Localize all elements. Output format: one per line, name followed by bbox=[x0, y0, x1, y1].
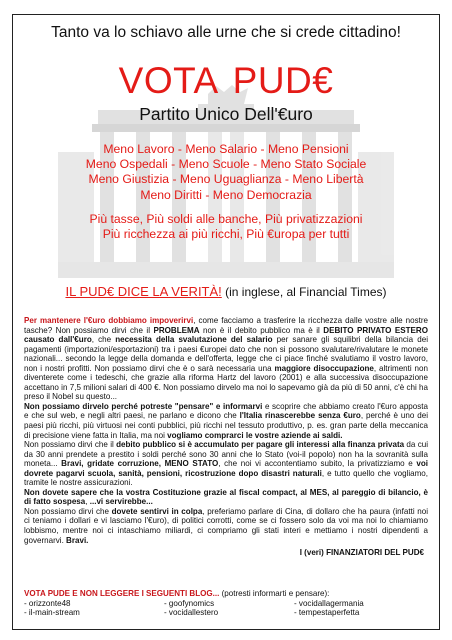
bold-run: ...vi servirebbe... bbox=[89, 497, 153, 507]
bold-run: necessita della svalutazione del salario bbox=[115, 335, 273, 345]
bold-run: causato dall'€uro bbox=[24, 335, 92, 345]
blog-list-header bbox=[24, 589, 434, 599]
text-run: , che bbox=[91, 335, 116, 345]
bold-run: voi dovrete pagarvi scuola, sanità, pensioni, ricostruzione dopo disastri naturali bbox=[24, 459, 428, 478]
bold-run: Bravi, gridate corruzione, MENO STATO bbox=[61, 459, 219, 469]
bold-run: maggiore disoccupazione bbox=[274, 363, 374, 373]
text-run: Non possiamo dirvi che bbox=[24, 506, 112, 516]
paragraph-lead: Per mantenere l'€uro dobbiamo impoverirvi bbox=[24, 316, 194, 325]
paragraph-5 bbox=[24, 507, 428, 545]
bold-run: l'Italia rinascerebbe senza €uro bbox=[239, 411, 361, 421]
main-title bbox=[0, 60, 452, 102]
text-run: da cui da 30 anni prendete a prestito i soldi perché sono 30 anni che lo Stato (voi-il popolo) non ha la sovranità sulla moneta... bbox=[24, 440, 428, 469]
blog-item[interactable]: - orizzonte48 bbox=[24, 598, 71, 608]
body-text bbox=[24, 316, 428, 558]
text-run: , altrimenti non diventerete come i tedeschi, che grazie alla riforma Hartz del lavoro (2001) e alla successiva disoccupazione accettano in 7,5 milioni salari di 400 €. Non possiamo dirvelo ma noi lo sapevamo già da più di 50 anni, c'è chi ha preso il Nobel su questo... bbox=[24, 363, 428, 402]
blog-list-lead: VOTA PUDE E NON LEGGERE I SEGUENTI BLOG... bbox=[24, 589, 220, 598]
piu-list bbox=[0, 212, 452, 242]
bold-run: Bravi. bbox=[66, 535, 89, 545]
text-run: , perché è uno dei paesi più ricchi, più virtuosi nei conti pubblici, più ricchi nel tessuto produttivo, p. es. gran parte della meccanica di precisione viene fatta in Italia, ma noi bbox=[24, 411, 428, 440]
title-vota: VOTA bbox=[118, 60, 219, 101]
bold-run: dovete sentirvi in colpa bbox=[111, 506, 203, 516]
piu-line: Più tasse, Più soldi alle banche, Più privatizzazioni bbox=[89, 212, 363, 226]
slogan: Tanto va lo schiavo alle urne che si crede cittadino! bbox=[51, 24, 401, 41]
text-run: per sanare gli squilibri della bilancia dei pagamenti (importazioni/esportazioni) tra i paesi €uropei dato che non si possono svalutare/rivalutare le monete nazionali... secondo la legge della domanda e dell'offerta, legge che ci piace finché svalutiamo il vostro lavoro, non i nostri profitti. Non possiamo dirvi che è o sarà necessaria una bbox=[24, 335, 428, 373]
bold-run: Non dovete sapere che la vostra Costituzione grazie al fiscal compact, al MES, al pareggio di bilancio, è di fatto sospesa bbox=[24, 487, 428, 507]
blog-grid bbox=[24, 599, 434, 618]
paragraph-4 bbox=[24, 488, 428, 507]
subtitle: Partito Unico Dell'€uro bbox=[139, 104, 313, 124]
paragraph-1 bbox=[24, 316, 428, 402]
meno-line: Meno Diritti - Meno Democrazia bbox=[140, 187, 312, 202]
blog-list bbox=[24, 589, 434, 618]
blog-list-note: (potresti informarti e pensare): bbox=[219, 589, 330, 598]
text-run: , che noi vi accontentiamo subito, la privatizziamo e bbox=[218, 459, 417, 469]
bold-run: debito pubblico si è accumulato per pagare gli interessi alla finanza privata bbox=[116, 440, 405, 450]
bold-run: PROBLEMA bbox=[153, 325, 200, 335]
paragraph-3 bbox=[24, 440, 428, 488]
truth-note: (in inglese, al Financial Times) bbox=[221, 285, 387, 299]
meno-line: Meno Giustizia - Meno Uguaglianza - Meno Libertà bbox=[88, 172, 364, 187]
bold-run: Non possiamo dirvelo perché potreste "pensare" e informarvi bbox=[24, 401, 263, 411]
bold-run: DEBITO PRIVATO ESTERO bbox=[323, 325, 428, 335]
bold-run: vogliamo comprarci le vostre aziende ai saldi. bbox=[167, 430, 343, 440]
text-run: , come facciamo a trasferire la ricchezza dalle vostre alle nostre tasche? Non possiamo dirvi che il bbox=[24, 316, 428, 335]
paragraph-2 bbox=[24, 402, 428, 440]
text-run: Non possiamo dirvi che il bbox=[24, 440, 117, 450]
blog-item[interactable]: - il-main-stream bbox=[24, 608, 80, 618]
meno-line: Meno Lavoro - Meno Salario - Meno Pensioni bbox=[103, 142, 349, 156]
truth-headline bbox=[0, 284, 452, 299]
meno-list bbox=[0, 142, 452, 203]
text-run: , e tutto quello che vogliamo, tramite le nostre assicurazioni. bbox=[24, 468, 429, 488]
title-pude: PUD€ bbox=[232, 60, 334, 101]
truth-link[interactable]: IL PUD€ DICE LA VERITÀ! bbox=[65, 284, 222, 299]
meno-line: Meno Ospedali - Meno Scuole - Meno Stato Sociale bbox=[85, 157, 367, 172]
text-run: e scoprire che abbiamo creato l'€uro apposta e che sul web, e negli altri paesi, ne parlano e dicono che bbox=[24, 401, 428, 421]
text-run: , preferiamo parlare di Cina, di dollaro che ha paura (infatti noi ci teniamo i dollari e vi lasciamo l'€uro), di politici corrotti, come se ci fossero solo da voi ma noi lo chiamiamo lobbismo, mentre noi ci intaschiamo miliardi, ci compriamo gli stati interi e mettiamo i nostri dipendenti a governarvi. bbox=[24, 506, 429, 545]
blog-item[interactable]: - vocidallestero bbox=[164, 608, 219, 618]
text-run: , bbox=[85, 497, 90, 507]
blog-item[interactable]: - vocidallagermania bbox=[294, 598, 364, 608]
blog-item[interactable]: - tempestaperfetta bbox=[294, 608, 360, 618]
blog-item[interactable]: - goofynomics bbox=[164, 598, 215, 608]
piu-line: Più ricchezza ai più ricchi, Più €uropa per tutti bbox=[102, 227, 350, 242]
text-run: non è il debito pubblico ma è il bbox=[199, 325, 324, 335]
signature: I (veri) FINANZIATORI DEL PUD€ bbox=[299, 548, 424, 558]
